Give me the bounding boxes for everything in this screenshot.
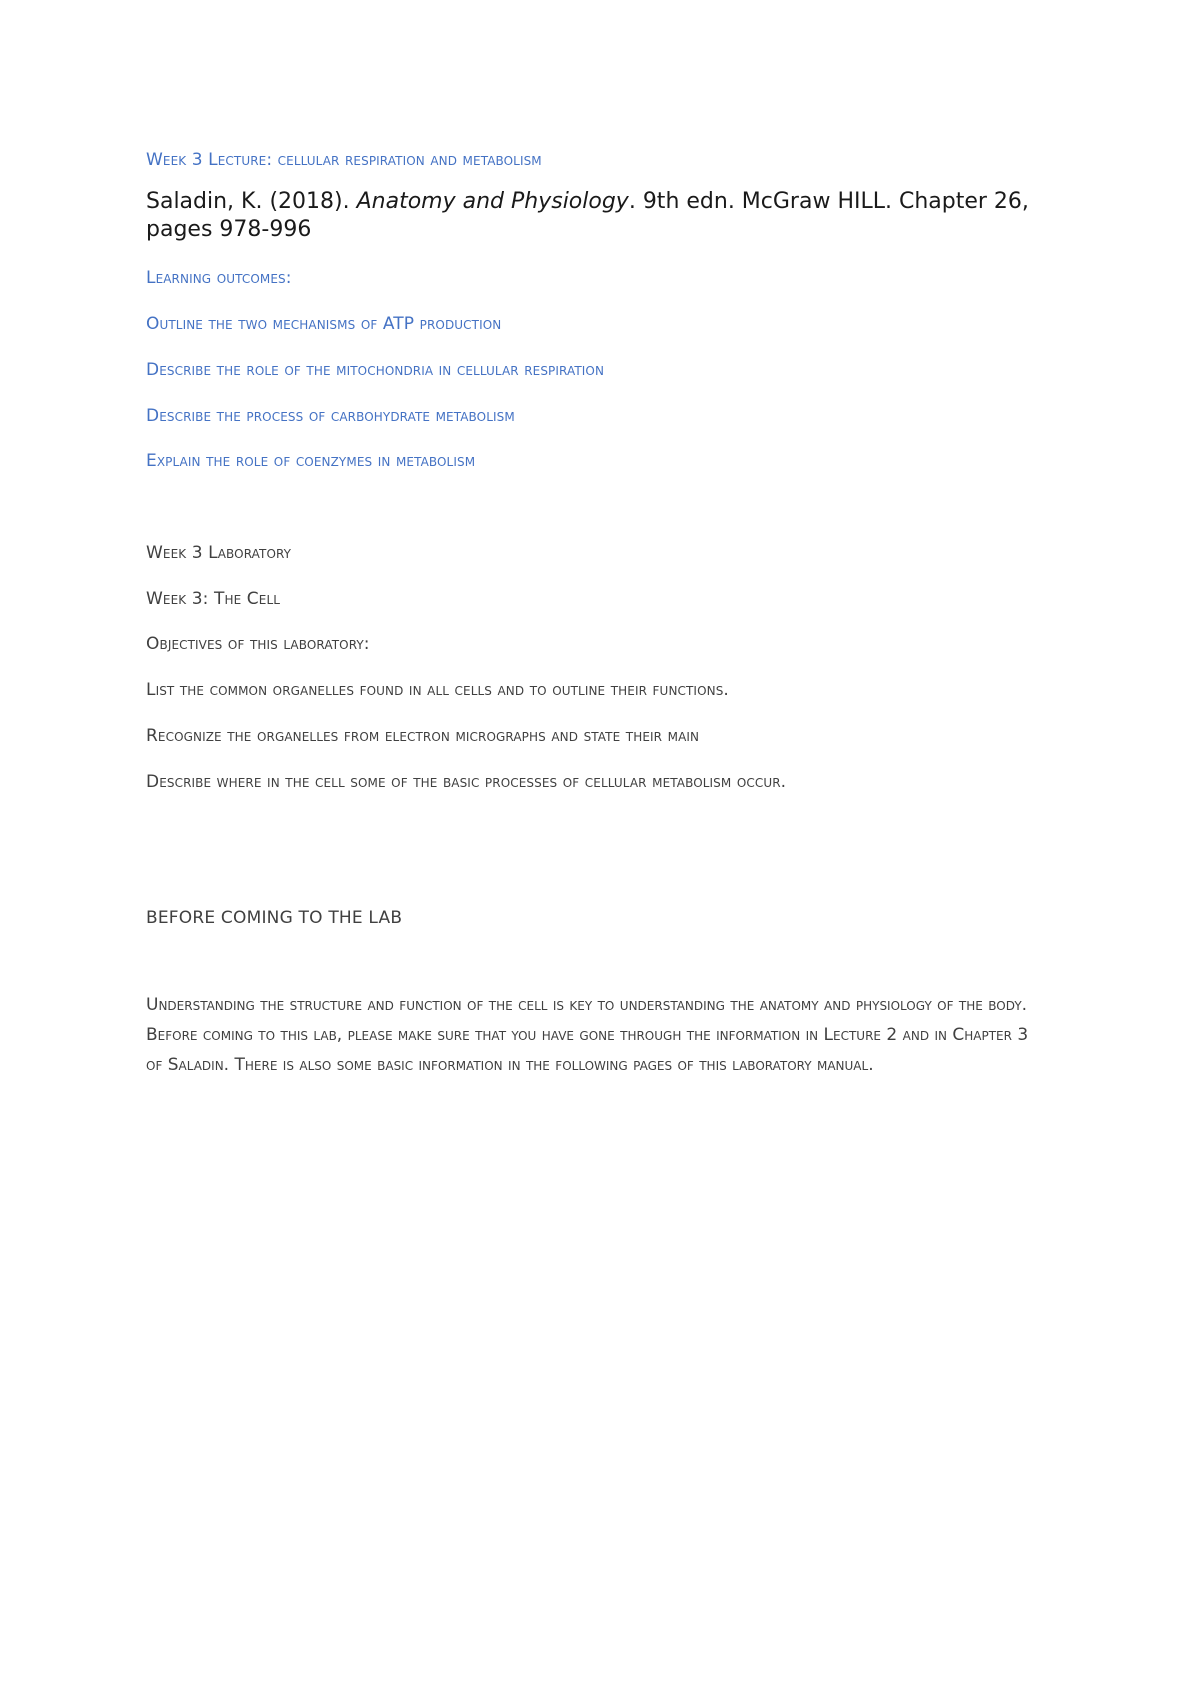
laboratory-subheading: Week 3: The Cell — [146, 589, 281, 609]
lecture-heading: Week 3 Lecture: cellular respiration and metabolism — [146, 150, 542, 170]
laboratory-heading: Week 3 Laboratory — [146, 543, 292, 563]
objectives-label: Objectives of this laboratory: — [146, 634, 370, 654]
citation — [146, 188, 1066, 244]
citation-details: . 9th edn. McGraw HILL. Chapter 26, pages 978-996 — [146, 189, 1029, 242]
before-lab-paragraph: Understanding the structure and function of the cell is key to understanding the anatomy and physiology of the body. Before coming to this lab, please make sure that you have gone through the information in Lecture 2 and in Chapter 3 of Saladin. There is also some basic information in the following pages of this laboratory manual. — [146, 995, 1029, 1075]
learning-outcomes-label: Learning outcomes: — [146, 268, 292, 288]
objective-item: List the common organelles found in all cells and to outline their functions. — [146, 680, 729, 700]
objective-item: Describe where in the cell some of the basic processes of cellular metabolism occur. — [146, 772, 787, 792]
before-lab-heading: BEFORE COMING TO THE LAB — [146, 908, 403, 928]
citation-title: Anatomy and Physiology — [356, 189, 629, 214]
objective-item: Recognize the organelles from electron micrographs and state their main — [146, 726, 700, 746]
outcome-item: Describe the role of the mitochondria in cellular respiration — [146, 360, 605, 380]
outcome-item: Describe the process of carbohydrate metabolism — [146, 406, 515, 426]
outcome-item: Explain the role of coenzymes in metabolism — [146, 451, 476, 471]
outcome-item: Outline the two mechanisms of ATP production — [146, 314, 502, 334]
citation-authors: Saladin, K. (2018). — [146, 189, 357, 214]
